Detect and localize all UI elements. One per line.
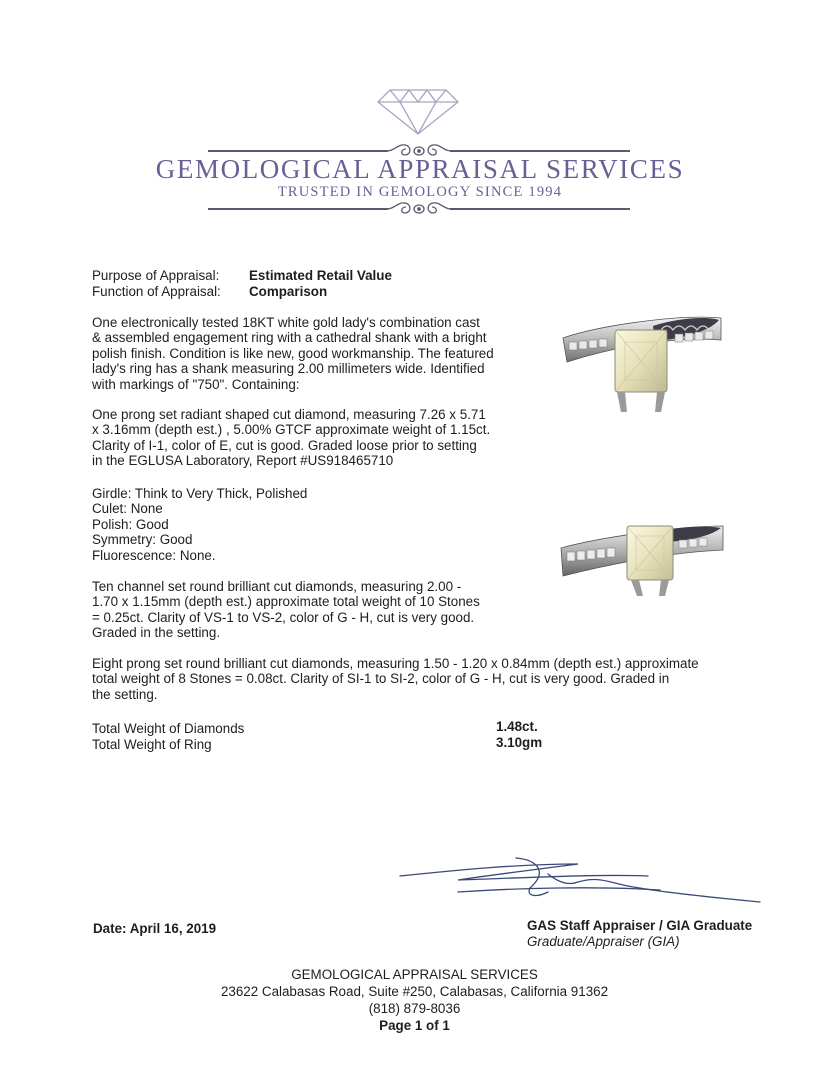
detail-girdle: Girdle: Think to Very Thick, Polished bbox=[92, 486, 308, 501]
detail-fluorescence: Fluorescence: None. bbox=[92, 547, 216, 563]
function-label: Function of Appraisal: bbox=[92, 284, 221, 299]
center-stone-description: One prong set radiant shaped cut diamond, measuring 7.26 x 5.71 x 3.16mm (depth est.) , 5.00% GTCF approximate weight of 1.15ct. Clarity of I-1, color of E, cut is good. Graded loose prior to setting in the EGLUSA Laboratory, Report #US918465710 bbox=[92, 407, 491, 469]
detail-symmetry: Symmetry: Good bbox=[92, 532, 193, 548]
detail-culet: Culet: None bbox=[92, 501, 163, 517]
header-rule-top-left bbox=[208, 150, 388, 152]
function-value: Comparison bbox=[249, 284, 328, 299]
footer-company: GEMOLOGICAL APPRAISAL SERVICES bbox=[291, 967, 538, 982]
header-rule-bottom-left bbox=[208, 208, 388, 210]
channel-stones-description: Ten channel set round brilliant cut diamonds, measuring 2.00 - 1.70 x 1.15mm (depth est.) approximate total weight of 10 Stones = 0.25ct. Clarity of VS-1 to VS-2, color of G - H, cut is very good. Graded in the setting. bbox=[92, 579, 480, 641]
footer-phone: (818) 879-8036 bbox=[368, 1001, 461, 1016]
total-ring-label: Total Weight of Ring bbox=[92, 737, 212, 752]
appraiser-subtitle: Graduate/Appraiser (GIA) bbox=[527, 934, 680, 949]
appraisal-date: Date: April 16, 2019 bbox=[93, 921, 217, 936]
header-rule-top-right bbox=[450, 150, 630, 152]
ring-description: One electronically tested 18KT white gold lady's combination cast & assembled engagement ring with a cathedral shank with a bright polish finish. Condition is like new, good workmanship. The featured lady's ring has a shank measuring 2.00 millimeters wide. Identified with markings of "750". Containing: bbox=[92, 315, 494, 392]
footer-address: 23622 Calabasas Road, Suite #250, Calabasas, California 91362 bbox=[220, 984, 609, 999]
ornament-bottom-icon bbox=[385, 198, 453, 220]
diamond-logo-icon bbox=[376, 86, 460, 136]
brand-name: GEMOLOGICAL APPRAISAL SERVICES bbox=[155, 154, 685, 184]
purpose-value: Estimated Retail Value bbox=[249, 268, 392, 283]
purpose-label: Purpose of Appraisal: bbox=[92, 268, 220, 283]
stone-details-list bbox=[92, 486, 307, 563]
appraiser-title: GAS Staff Appraiser / GIA Graduate bbox=[527, 918, 753, 933]
total-diamonds-label: Total Weight of Diamonds bbox=[92, 721, 245, 736]
total-diamonds-value: 1.48ct. bbox=[496, 719, 538, 734]
appraiser-signature bbox=[398, 852, 763, 918]
ring-photo-bottom bbox=[557, 518, 727, 600]
detail-polish: Polish: Good bbox=[92, 516, 169, 532]
footer-page-number: Page 1 of 1 bbox=[379, 1018, 450, 1033]
total-ring-value: 3.10gm bbox=[496, 735, 543, 750]
prong-stones-description: Eight prong set round brilliant cut diamonds, measuring 1.50 - 1.20 x 0.84mm (depth est.) approximate total weight of 8 Stones = 0.08ct. Clarity of SI-1 to SI-2, color of G - H, cut is very good. Graded in the setting. bbox=[92, 656, 699, 702]
ring-photo-top bbox=[557, 300, 725, 420]
header-rule-bottom-right bbox=[450, 208, 630, 210]
brand-tagline: TRUSTED IN GEMOLOGY SINCE 1994 bbox=[277, 184, 563, 200]
